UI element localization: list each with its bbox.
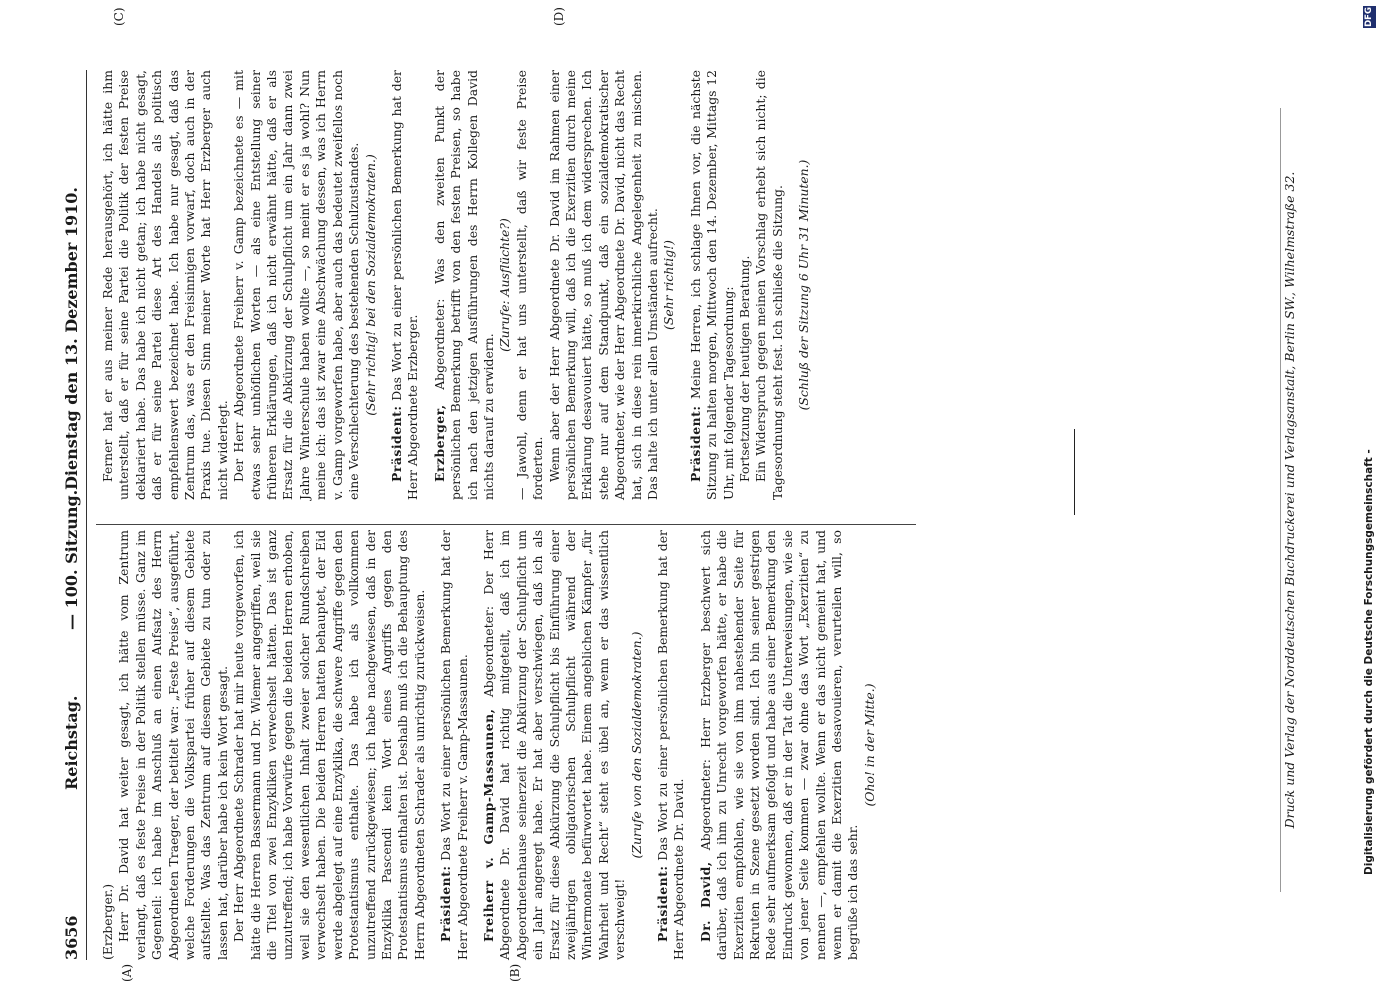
paragraph: Wenn aber der Herr Abgeordnete Dr. David im Rahmen einer persönlichen Bemerkung will, daß ich die Exerzitien durch meine Erklärung desavouiert hätte, so muß ich dem widersprechen. Ich stehe nur auf dem Standpunkt, daß ein sozialdemokratischer Abgeordneter, wie der Herr Abgeordnete Dr. David, nicht das Recht hat, sich in diese rein innerkirchliche Angelegenheit zu mischen. Das halte ich unter allen Umständen aufrecht. [546,70,660,500]
speaker-continuation: (Erzberger.) [100,883,115,960]
left-column [100,530,878,960]
paragraph [389,70,422,500]
paragraph: Fortsetzung der heutigen Beratung. [737,255,753,482]
column-divider [96,524,916,525]
page-number: 3656 [62,915,81,960]
publication-title: Reichstag. [62,695,81,790]
speaker-name: Erzberger, [431,404,447,482]
paragraph [688,70,737,500]
speech-text: Abgeordneter: Herr Erzberger beschwert sich darüber, daß ich ihm zu Unrecht vorgeworfen hätte, er habe die Exerzitien empfohlen, wie sie von ihm nahestehender Seite für Rekruten in Szene gesetzt worden sind. Ich bin seiner gestrigen Rede sehr aufmerksam gefolgt und habe aus einer Bemerkung den Eindruck gewonnen, daß er in der Tat die Unterweisungen, wie sie von jener Seite kommen — zwar ohne das Wort „Exerzitien“ zu nennen —, empfehlen wollte. Wenn er das nicht gemeint hat, und wenn er damit die Exerzitien desavouieren, verurteilen will, so begrüße ich das sehr. [697,530,861,960]
speaker-name: Präsident: [438,865,454,942]
paragraph: Ein Widerspruch gegen meinen Vorschlag erhebt sich nicht; die Tagesordnung steht fest. Ich schließe die Sitzung. [753,70,785,500]
margin-mark-c: (C) [112,7,126,26]
paragraph [698,530,862,960]
printer-imprint: Druck und Verlag der Norddeutschen Buchdruckerei und Verlagsanstalt, Berlin SW., Wilhelmstraße 32. [1282,171,1297,829]
speaker-name: Präsident: [687,405,703,482]
paragraph: Der Herr Abgeordnete Freiherr v. Gamp bezeichnete es — mit etwas sehr unhöflichen Worten — als eine Entstellung seiner früheren Erklärungen, daß ich nicht erwähnt hätte, daß er als Ersatz für die Abkürzung der Schulpflicht um ein Jahr dann zwei Jahre Winterschule haben wollte —, so meint er es ja wohl? Nun meine ich: das ist zwar eine Abschwächung dessen, was ich Herrn v. Gamp vorgeworfen habe, aber auch das bedeutet zweifellos noch eine Verschlechterung des bestehenden Schulzustandes. [231,70,362,500]
closing-note: (Schluß der Sitzung 6 Uhr 31 Minuten.) [796,159,812,411]
paragraph: Ferner hat er aus meiner Rede herausgehört, ich hätte ihm unterstellt, daß er für seine Partei die Politik der festen Preise deklariert habe. Das habe ich nicht getan; ich habe nicht gesagt, daß er für seine Partei diese Art des Handels als politisch empfehlenswert bezeichnet habe. Ich habe nur gesagt, daß das Zentrum das, was er den Freisinnigen vorwarf, doch auch in der Praxis tue. Diesen Sinn meiner Worte hat Herr Erzberger auch nicht widerlegt. [100,70,230,500]
dfg-logo: DFG [1364,7,1374,27]
speaker-name: Präsident: [655,865,670,942]
paragraph: — Jawohl, denn er hat uns unterstellt, daß wir feste Preise forderten. [513,70,546,500]
reaction-note: (Zurufe von den Sozialdemokraten.) [628,631,644,859]
digitization-note: Digitalisierung gefördert durch die Deutsche Forschungsgemeinschaft - [1363,449,1375,875]
speaker-name: Dr. David, [697,861,713,942]
speech-text: Abgeordneter: Was den zweiten Punkt der persönlichen Bemerkung betrifft von den festen Preisen, so habe ich nach den jetzigen Ausführungen des Herrn Kollegen David nichts darauf zu erwidern. [431,70,496,500]
margin-mark-a: (A) [120,963,134,982]
speaker-name: Präsident: [388,405,404,482]
session-date: Dienstag den 13. Dezember 1910. [62,187,81,490]
paragraph: Der Herr Abgeordnete Schrader hat mir heute vorgeworfen, ich hätte die Herren Bassermann und Dr. Wiemer angegriffen, weil sie die Titel von zwei Enzykliken verwechselt hätten. Das ist ganz unzutreffend; ich habe Vorwürfe gegen die beiden Herren erhoben, weil sie den wesentlichen Inhalt zweier solcher Rundschreiben verwechselt haben. Die beiden Herren hatten behauptet, der Eid werde abgelegt auf eine Enzyklika, die schwere Angriffe gegen den Protestantismus enthalte. Das habe ich als vollkommen unzutreffend zurückgewiesen; ich habe nachgewiesen, daß in der Enzyklika Pascendi kein Wort eines Angriffs gegen den Protestantismus enthalten ist. Deshalb muß ich die Behauptung des Herrn Abgeordneten Schrader als unrichtig zurückweisen. [231,530,427,960]
speech-text: Meine Herren, ich schlage Ihnen vor, die nächste Sitzung zu halten morgen, Mittwoch den 14. Dezember, Mittags 12 Uhr, mit folgender Tagesordnung: [687,70,736,500]
end-rule [1074,429,1075,515]
reaction-note: (Oho! in der Mitte.) [861,683,877,807]
speaker-name: Freiherr v. Gamp-Massaunen, [480,708,496,942]
speech-text: Abgeordneter: Der Herr Abgeordnete Dr. David hat richtig mitgeteilt, daß ich im Abgeordnetenhause seinerzeit die Abkürzung der Schulpflicht um ein Jahr angeregt habe. Er hat aber verschwiegen, daß ich als Ersatz für diese Abkürzung die Schulpflicht bis Einführung einer zweijährigen obligatorischen Schulpflicht während der Wintermonate befürwortet habe. Einem angeblichen Kämpfer „für Wahrheit und Recht“ steht es übel an, wenn er das wissentlich verschweigt! [480,530,628,960]
session-number: — 100. Sitzung. [62,489,81,630]
speech-text: Das Wort zu einer persönlichen Bemerkung hat der Herr Abgeordnete Freiherr v. Gamp-Massaunen. [438,530,470,960]
reaction-note: (Sehr richtig! bei den Sozialdemokraten.) [362,154,378,416]
page-header [60,70,87,960]
reaction-note: (Zurufe: Ausflüchte?) [497,218,513,352]
paragraph: Herr Dr. David hat weiter gesagt, ich hätte vom Zentrum verlangt, daß es feste Preise in der Politik stellen müsse. Ganz im Gegenteil: ich habe im Anschluß an einen Aufsatz des Herrn Abgeordneten Traeger, der betitelt war: „Feste Preise“, ausgeführt, welche Forderungen die Volkspartei früher auf diesem Gebiete aufstellte. Was das Zentrum auf diesem Gebiete zu tun oder zu lassen hat, darüber habe ich kein Wort gesagt. [116,530,230,960]
right-column [100,70,813,500]
speech-text: Das Wort zu einer persönlichen Bemerkung hat der Herr Abgeordnete Erzberger. [388,70,421,500]
paragraph [481,530,629,960]
paragraph [438,530,471,960]
paragraph [655,530,688,960]
margin-mark-b: (B) [508,963,522,982]
margin-mark-d: (D) [552,7,566,26]
paragraph [432,70,498,500]
speech-text: Das Wort zu einer persönlichen Bemerkung hat der Herr Abgeordnete Dr. David. [655,530,687,960]
reaction-note: (Sehr richtig!) [661,240,677,330]
footer-rule [1280,108,1281,892]
digitization-credit [1360,0,1380,1000]
